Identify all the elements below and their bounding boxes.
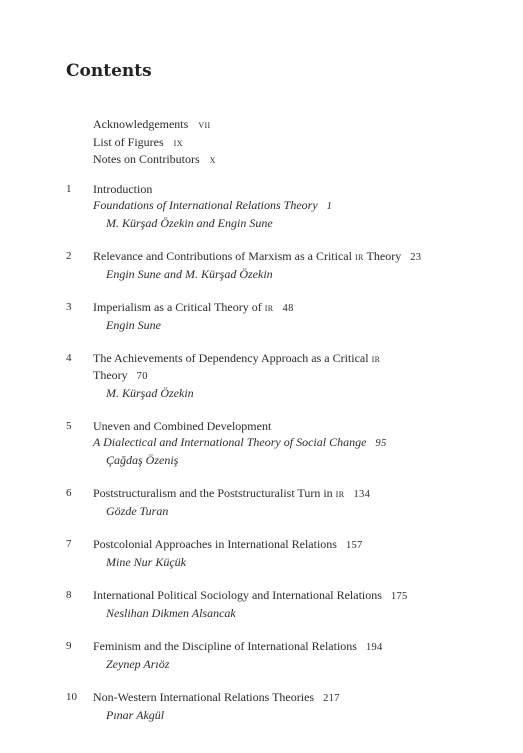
front-matter-label: Acknowledgements — [93, 117, 189, 131]
front-matter-item[interactable] — [93, 134, 216, 152]
chapter-number: 8 — [66, 588, 72, 601]
chapter-title-abbrev: ir — [354, 251, 364, 264]
chapter-entry[interactable] — [0, 299, 523, 333]
chapter-list — [0, 181, 523, 740]
front-matter-label: Notes on Contributors — [93, 152, 200, 166]
chapter-page: 95 — [375, 438, 387, 450]
chapter-title-abbrev: ir — [335, 488, 345, 501]
chapter-title: Uneven and Combined Development — [93, 419, 272, 434]
chapter-entry[interactable] — [0, 536, 523, 570]
chapter-page: 48 — [282, 303, 294, 315]
front-matter-list — [93, 116, 216, 169]
chapter-page: 1 — [326, 201, 333, 213]
chapter-entry[interactable] — [0, 587, 523, 621]
chapter-title-abbrev: ir — [371, 352, 381, 365]
page-title: Contents — [66, 61, 152, 81]
chapter-page: 194 — [365, 641, 383, 653]
front-matter-item[interactable] — [93, 151, 216, 169]
chapter-number: 1 — [66, 183, 72, 195]
chapter-entry[interactable] — [0, 248, 523, 282]
chapter-title-abbrev: ir — [264, 302, 274, 315]
chapter-page: 70 — [136, 371, 148, 383]
chapter-title-end: Theory — [93, 368, 128, 383]
front-matter-label: List of Figures — [93, 134, 164, 149]
chapter-number: 6 — [66, 487, 72, 500]
chapter-entry[interactable] — [0, 181, 523, 232]
chapter-title: Feminism and the Discipline of International Relations — [93, 638, 357, 653]
chapter-entry[interactable] — [0, 418, 523, 469]
chapter-entry[interactable] — [0, 689, 523, 723]
chapter-author: Engin Sune — [106, 318, 161, 333]
front-matter-page: ix — [173, 136, 183, 149]
chapter-author: Neslihan Dikmen Alsancak — [106, 606, 236, 621]
chapter-number: 2 — [66, 250, 72, 263]
chapter-subtitle: A Dialectical and International Theory of Social Change — [93, 435, 367, 450]
chapter-number: 3 — [66, 301, 72, 314]
chapter-number: 4 — [66, 351, 72, 364]
chapter-page: 157 — [345, 540, 363, 552]
chapter-entry[interactable] — [0, 350, 523, 402]
chapter-title: Imperialism as a Critical Theory of — [93, 300, 262, 315]
chapter-entry[interactable] — [0, 638, 523, 672]
chapter-title: Postcolonial Approaches in International Relations — [93, 537, 337, 552]
chapter-number: 10 — [66, 690, 77, 703]
chapter-title: Non-Western International Relations Theories — [93, 689, 315, 704]
chapter-author: Engin Sune and M. Kürşad Özekin — [106, 267, 273, 282]
chapter-page: 217 — [323, 692, 340, 704]
front-matter-page: vii — [198, 119, 211, 131]
chapter-page: 175 — [390, 590, 408, 602]
chapter-number: 5 — [66, 420, 72, 433]
chapter-author: Mine Nur Küçük — [106, 555, 186, 570]
chapter-number: 7 — [66, 538, 72, 551]
chapter-author: M. Kürşad Özekin and Engin Sune — [106, 216, 273, 231]
chapter-title-end: Theory — [366, 249, 402, 264]
chapter-author: Gözde Turan — [106, 504, 169, 519]
chapter-author: Çağdaş Özeniş — [106, 453, 179, 468]
chapter-author: M. Kürşad Özekin — [106, 386, 194, 401]
chapter-entry[interactable] — [0, 485, 523, 519]
chapter-author: Pınar Akgül — [106, 707, 165, 722]
front-matter-page: x — [209, 154, 216, 166]
chapter-page: 134 — [353, 489, 371, 501]
chapter-number: 9 — [66, 639, 72, 652]
chapter-subtitle: Foundations of International Relations Theory — [93, 198, 318, 213]
front-matter-item[interactable] — [93, 116, 216, 134]
chapter-title: Relevance and Contributions of Marxism as a Critical — [93, 249, 352, 264]
chapter-title: Poststructuralism and the Poststructuralist Turn in — [93, 486, 333, 501]
chapter-title: Introduction — [93, 182, 153, 196]
chapter-title: The Achievements of Dependency Approach as a Critical — [93, 350, 369, 365]
chapter-title: International Political Sociology and International Relations — [93, 587, 382, 602]
chapter-author: Zeynep Arıöz — [106, 657, 170, 672]
chapter-page: 23 — [410, 252, 422, 264]
